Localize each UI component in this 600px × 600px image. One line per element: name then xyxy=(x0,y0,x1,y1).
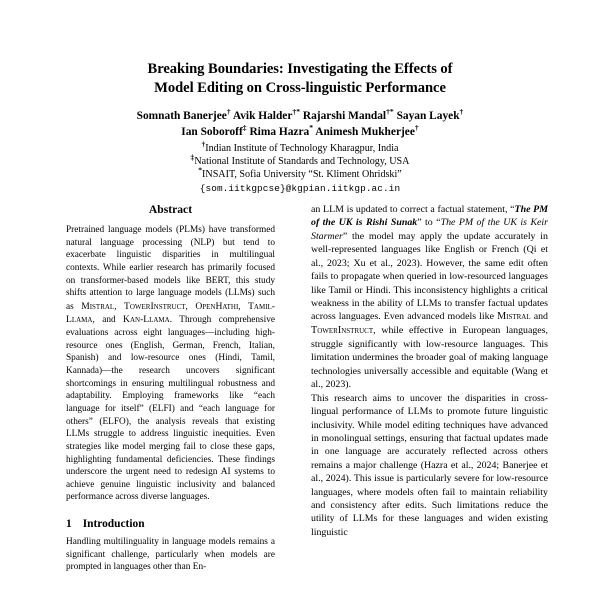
section-title: Introduction xyxy=(82,518,145,531)
author-affiliation-marker: † xyxy=(459,107,464,117)
author-affiliation-marker: †* xyxy=(386,107,394,117)
affiliation-text: INSAIT, Sofia University “St. Kliment Ohridski” xyxy=(202,169,402,181)
affiliation-list xyxy=(52,139,548,181)
right-para1-part-d: and xyxy=(530,311,548,323)
abstract-sep-2: , xyxy=(185,301,196,312)
author-affiliation-marker: ‡ xyxy=(242,123,247,133)
right-para1-part-c: ” the model may apply the update accurately in well-represented languages like English or French (Qi et al., 2023; Xu et al., 2023). However, the same edit often fails to propagate when queried in low-resourced languages like Tamil or Hindi. This inconsistency highlights a critical weakness in the ability of LLMs to transfer factual updates across languages. Even advanced models like xyxy=(311,230,548,323)
affiliation-text: National Institute of Standards and Technology, USA xyxy=(194,156,410,168)
author-name: Somnath Banerjee xyxy=(136,109,227,122)
model-name: TowerInstruct xyxy=(124,300,186,312)
introduction-paragraph-1: Handling multilinguality in language models remains a significant challenge, particularly when models are prompted in languages other than En- xyxy=(66,537,275,573)
author-affiliation-marker: † xyxy=(414,123,419,133)
author-list xyxy=(52,108,548,140)
abstract-part-1: Pretrained language models (PLMs) have transformed natural language processing (NLP) but tend to exacerbate linguistic disparities in multilingual contexts. While earlier research has primarily focused on transformer-based models like BERT, this study shifts attention to large language models (LLMs) such as xyxy=(66,225,275,312)
model-name: TowerInstruct xyxy=(311,325,374,337)
affiliation-marker: ‡ xyxy=(190,152,195,162)
right-column xyxy=(311,203,548,600)
body-columns xyxy=(52,203,548,600)
page-title xyxy=(52,0,548,99)
section-number: 1 xyxy=(66,518,72,531)
affiliation-item xyxy=(52,152,548,168)
quoted-statement-original: The PM of the UK is Rishi Sunak xyxy=(311,204,548,229)
abstract-sep-1: , xyxy=(114,301,124,312)
abstract-sep-3: , xyxy=(238,301,249,312)
section-heading-introduction xyxy=(66,518,275,530)
quoted-statement-updated: The PM of the UK is Keir Starmer xyxy=(311,217,548,242)
right-para1-part-b: ” to “ xyxy=(417,217,441,229)
right-paragraph-1 xyxy=(311,203,548,392)
affiliation-item xyxy=(52,139,548,155)
right-paragraph-2: This research aims to uncover the disparities in cross-lingual performance of LLMs to promote future linguistic inclusivity. While model editing techniques have advanced in monolingual settings, ensuring that factual updates made in one language are accurately reflected across others remains a major challenge (Hazra et al., 2024; Banerjee et al., 2024). This issue is particularly severe for low-resource languages, where models often fail to maintain reliability and consistency after edits. Such limitations reduce the utility of LLMs for these languages and widen existing linguistic xyxy=(311,392,548,538)
contact-email: {som.iitkgpcse}@kgpian.iitkgp.ac.in xyxy=(199,182,401,194)
author-affiliation-marker: † xyxy=(226,107,231,117)
model-name: Kan-Llama xyxy=(123,314,170,326)
abstract-sep-4: , and xyxy=(92,315,124,326)
affiliation-item xyxy=(52,168,548,181)
left-column xyxy=(52,203,289,600)
right-para1-part-a: an LLM is updated to correct a factual statement, “ xyxy=(311,204,515,215)
abstract-part-2: . Through comprehensive evaluations across eight languages—including high-resource ones (English, German, French, Italian, Spanish) and low-resource ones (Hindi, Tamil, Kannada)—the research uncovers significant shortcomings in ensuring multilingual robustness and adaptability. Employing frameworks like “each language for itself” (ELFI) and “each language for others” (ELFO), the analysis reveals that existing LLMs struggle to address linguistic inequities. Even strategies like model merging fail to close these gaps, highlighting fundamental deficiencies. These findings underscore the urgent need to redesign AI systems to achieve genuine linguistic inclusivity and balanced performance across diverse languages. xyxy=(66,315,275,503)
author-name: Avik Halder xyxy=(232,109,293,122)
model-name: Mistral xyxy=(81,300,115,312)
model-name: OpenHathi xyxy=(195,300,239,312)
right-para1-part-e: , while effective in European languages, struggle significantly with low-resource languages. This limitation undermines the broader goal of making language technologies universally accessible and equitable (Wang et al., 2023). xyxy=(311,325,548,391)
author-name: Ian Soboroff xyxy=(181,126,243,138)
author-name: Sayan Layek xyxy=(396,109,460,122)
model-name: Tamil-Llama xyxy=(66,300,275,326)
title-line-2: Model Editing on Cross-linguistic Performance xyxy=(154,80,446,97)
author-line-2 xyxy=(52,124,548,140)
author-affiliation-marker: †* xyxy=(292,107,301,117)
author-line-1 xyxy=(52,108,548,124)
affiliation-marker: * xyxy=(198,166,203,176)
abstract-heading: Abstract xyxy=(148,203,193,216)
model-name: Mistral xyxy=(497,311,531,323)
title-line-1: Breaking Boundaries: Investigating the Effects of xyxy=(147,61,453,77)
author-affiliation-marker: * xyxy=(309,123,314,133)
abstract-text xyxy=(66,224,275,504)
author-name: Animesh Mukherjee xyxy=(315,126,415,138)
author-name: Rima Hazra xyxy=(249,126,310,138)
affiliation-text: Indian Institute of Technology Kharagpur, India xyxy=(205,143,399,155)
author-name: Rajarshi Mandal xyxy=(302,109,387,122)
affiliation-marker: † xyxy=(201,139,206,149)
